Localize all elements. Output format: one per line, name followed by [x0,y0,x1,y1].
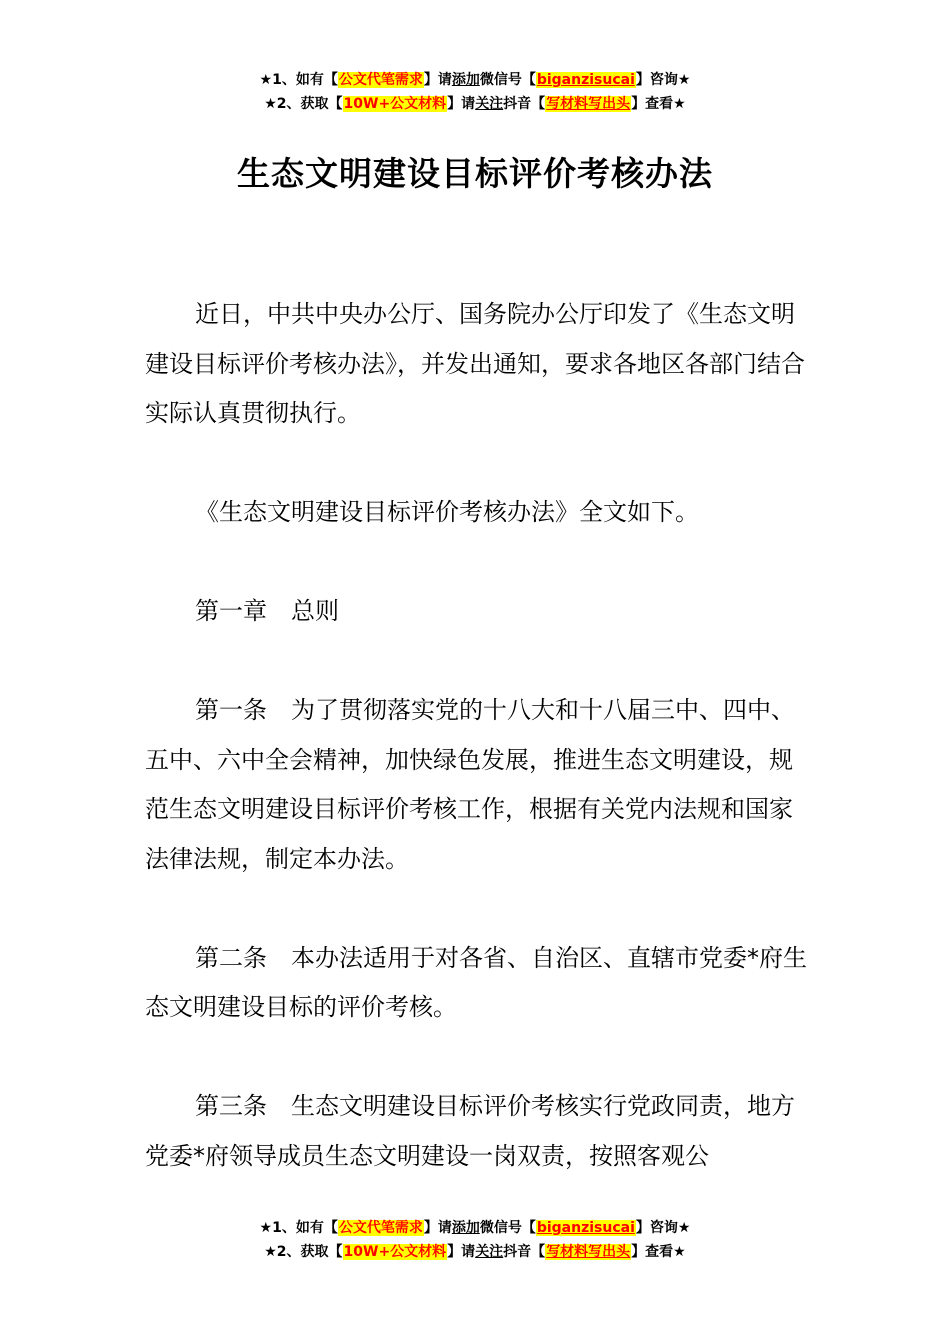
document-body [145,290,810,1231]
article-3: 第三条 生态文明建设目标评价考核实行党政同责，地方党委*府领导成员生态文明建设一岗双责，按照客观公 [145,1092,795,1170]
promo-line-2: ★2、获取【10W+公文材料】请关注抖音【写材料写出头】查看★ [264,96,686,112]
highlight-materials: 10W+公文材料 [343,1244,447,1260]
douyin-account: 写材料写出头 [546,96,631,112]
chapter-heading: 第一章 总则 [195,597,339,625]
article-2: 第二条 本办法适用于对各省、自治区、直辖市党委*府生态文明建设目标的评价考核。 [145,943,807,1021]
paragraph-intro: 近日，中共中央办公厅、国务院办公厅印发了《生态文明建设目标评价考核办法》，并发出通知，要求各地区各部门结合实际认真贯彻执行。 [145,300,805,427]
highlight-ghostwriting: 公文代笔需求 [338,1220,423,1236]
promo-line-2: ★2、获取【10W+公文材料】请关注抖音【写材料写出头】查看★ [264,1244,686,1260]
wechat-id: biganzisucai [536,72,635,88]
highlight-ghostwriting: 公文代笔需求 [338,72,423,88]
promo-banner-top [0,68,950,116]
promo-line-1: ★1、如有【公文代笔需求】请添加微信号【biganzisucai】咨询★ [259,72,691,88]
highlight-materials: 10W+公文材料 [343,96,447,112]
article-1: 第一条 为了贯彻落实党的十八大和十八届三中、四中、五中、六中全会精神，加快绿色发展，推进生态文明建设，规范生态文明建设目标评价考核工作，根据有关党内法规和国家法律法规，制定本办法。 [145,696,795,873]
document-title: 生态文明建设目标评价考核办法 [237,154,713,193]
paragraph-fulltext-note: 《生态文明建设目标评价考核办法》全文如下。 [195,498,699,526]
promo-line-1: ★1、如有【公文代笔需求】请添加微信号【biganzisucai】咨询★ [259,1220,691,1236]
wechat-id: biganzisucai [536,1220,635,1236]
douyin-account: 写材料写出头 [546,1244,631,1260]
promo-banner-bottom [0,1216,950,1264]
